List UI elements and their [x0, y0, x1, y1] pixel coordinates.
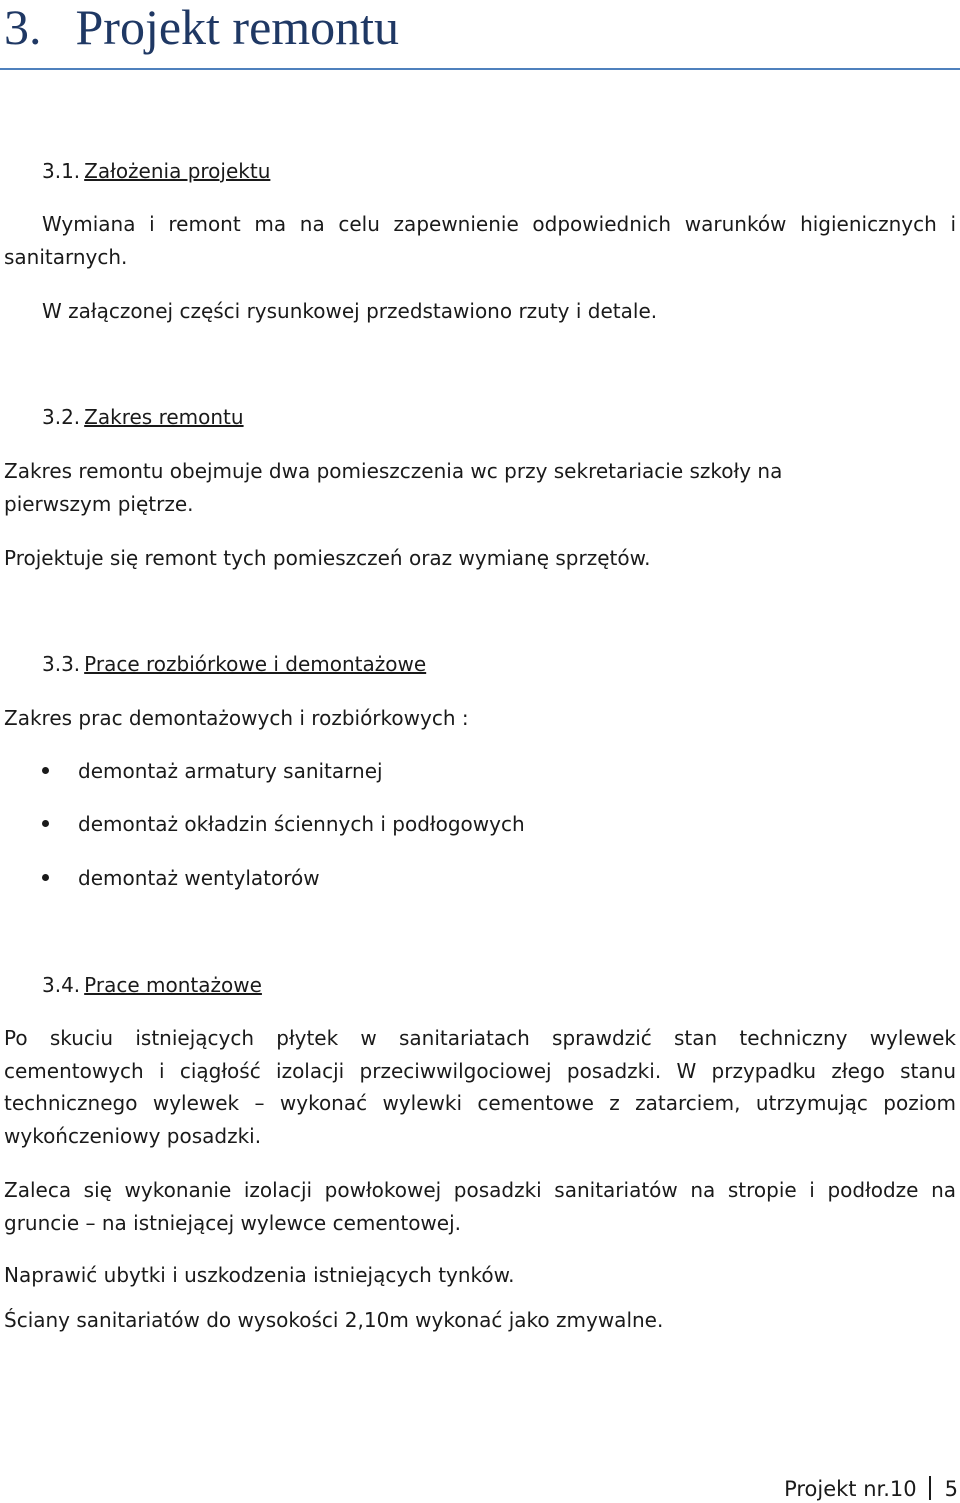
- paragraph: Ściany sanitariatów do wysokości 2,10m wykonać jako zmywalne.: [4, 1308, 664, 1332]
- page-footer: [784, 1475, 958, 1503]
- section-number: 3.4.: [42, 973, 81, 997]
- chapter-number: 3.: [4, 0, 42, 55]
- section-number: 3.3.: [42, 652, 81, 676]
- title-underline-rule: [0, 68, 960, 70]
- section-label: Założenia projektu: [84, 159, 271, 183]
- list-item: [42, 865, 320, 891]
- section-number: 3.1.: [42, 159, 81, 183]
- paragraph: W załączonej części rysunkowej przedstawiono rzuty i detale.: [42, 299, 658, 323]
- section-label: Zakres remontu: [84, 405, 244, 429]
- paragraph: Projektuje się remont tych pomieszczeń oraz wymianę sprzętów.: [4, 546, 651, 570]
- list-item: [42, 758, 383, 784]
- paragraph: Zaleca się wykonanie izolacji powłokowej posadzki sanitariatów na stropie i podłodze na gruncie – na istniejącej wylewce cementowej.: [4, 1178, 956, 1235]
- section-heading-3-1: [42, 158, 270, 184]
- page-number: 5: [944, 1477, 958, 1501]
- paragraph: Zakres remontu obejmuje dwa pomieszczenia wc przy sekretariacie szkoły na pierwszym piętrze.: [4, 459, 783, 516]
- footer-project-label: Projekt nr.10: [784, 1477, 917, 1501]
- bullet-icon: [42, 811, 78, 837]
- list-item: [42, 811, 525, 837]
- list-item-text: demontaż okładzin ściennych i podłogowych: [78, 812, 525, 836]
- list-item-text: demontaż wentylatorów: [78, 866, 320, 890]
- section-heading-3-4: [42, 972, 262, 998]
- section-label: Prace rozbiórkowe i demontażowe: [84, 652, 427, 676]
- paragraph: Wymiana i remont ma na celu zapewnienie odpowiednich warunków higienicznych i sanitarnych.: [4, 212, 956, 269]
- section-heading-3-2: [42, 404, 244, 430]
- bullet-icon: [42, 865, 78, 891]
- section-label: Prace montażowe: [84, 973, 262, 997]
- section-heading-3-3: [42, 651, 426, 677]
- chapter-title: [4, 0, 399, 58]
- section-number: 3.2.: [42, 405, 81, 429]
- chapter-title-text: Projekt remontu: [75, 0, 400, 55]
- list-item-text: demontaż armatury sanitarnej: [78, 759, 383, 783]
- paragraph: Po skuciu istniejących płytek w sanitariatach sprawdzić stan techniczny wylewek cementowych i ciągłość izolacji przeciwwilgociowej posadzki. W przypadku złego stanu technicznego wylewek – wykonać wylewki cementowe z zatarciem, utrzymując poziom wykończeniowy posadzki.: [4, 1026, 956, 1148]
- bullet-icon: [42, 758, 78, 784]
- paragraph: Naprawić ubytki i uszkodzenia istniejących tynków.: [4, 1263, 515, 1287]
- paragraph: Zakres prac demontażowych i rozbiórkowych :: [4, 706, 469, 730]
- footer-separator: [929, 1476, 931, 1500]
